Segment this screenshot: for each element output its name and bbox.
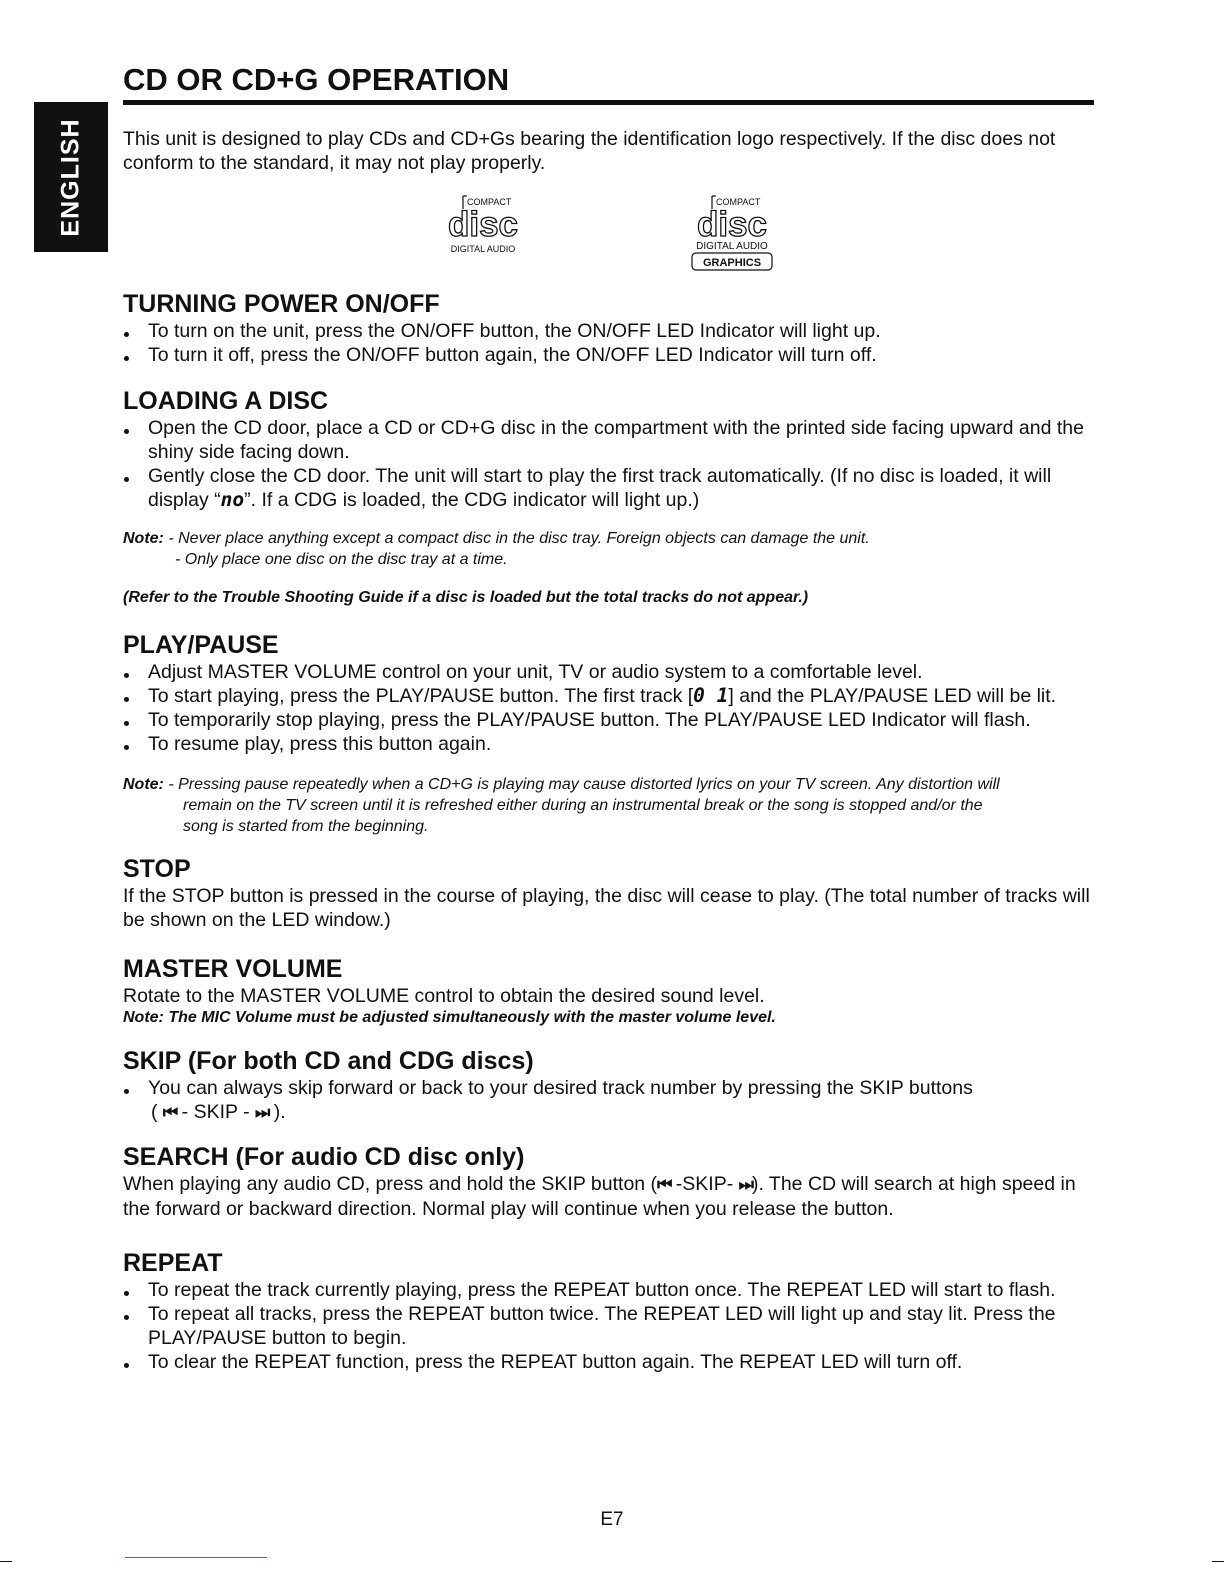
section-heading: REPEAT bbox=[123, 1249, 223, 1277]
list-item-text: ] and the PLAY/PAUSE LED will be lit. bbox=[728, 685, 1057, 707]
master-volume-note: Note: The MIC Volume must be adjusted simultaneously with the master volume level. bbox=[123, 1009, 776, 1026]
skip-forward-icon: ⏭ bbox=[738, 1175, 752, 1194]
note-label: Note: bbox=[123, 530, 164, 547]
skip-close-paren: ). bbox=[273, 1101, 286, 1123]
list-item bbox=[123, 464, 1094, 512]
section-heading: SEARCH (For audio CD disc only) bbox=[123, 1143, 525, 1171]
list-item: To resume play, press this button again. bbox=[123, 732, 1094, 756]
list-item: Adjust MASTER VOLUME control on your unit, TV or audio system to a comfortable level. bbox=[123, 660, 1094, 684]
crop-mark-left bbox=[0, 1561, 12, 1562]
note-line: remain on the TV screen until it is refreshed either during an instrumental break or the song is stopped and/or the bbox=[183, 797, 983, 814]
logo-compact-text: COMPACT bbox=[467, 197, 512, 207]
compact-disc-graphics-logo bbox=[686, 193, 778, 277]
list-item: To repeat the track currently playing, press the REPEAT button once. The REPEAT LED will start to flash. bbox=[123, 1278, 1094, 1302]
search-text: When playing any audio CD, press and hold the SKIP button ( bbox=[123, 1173, 658, 1195]
list-item-text: To start playing, press the PLAY/PAUSE button. The first track [ bbox=[148, 685, 694, 707]
logo-graphics-text: GRAPHICS bbox=[702, 257, 762, 269]
list-item: To turn on the unit, press the ON/OFF button, the ON/OFF LED Indicator will light up. bbox=[123, 319, 1094, 343]
trouble-shooting-reference: (Refer to the Trouble Shooting Guide if a disc is loaded but the total tracks do not appear.) bbox=[123, 589, 809, 606]
language-tab bbox=[34, 102, 108, 252]
list-item-text: Gently close the CD door. The unit will start to play the first track automatically. (If no disc is loaded, it will display “ bbox=[148, 465, 1052, 511]
list-item-text: ”. If a CDG is loaded, the CDG indicator will light up.) bbox=[244, 489, 700, 511]
note-line: song is started from the beginning. bbox=[183, 818, 429, 835]
section-master-volume bbox=[123, 954, 1094, 1028]
language-label: ENGLISH bbox=[56, 117, 85, 237]
skip-label: - SKIP - bbox=[176, 1101, 255, 1123]
list-item: To temporarily stop playing, press the PLAY/PAUSE button. The PLAY/PAUSE LED Indicator will flash. bbox=[123, 708, 1094, 732]
section-stop bbox=[123, 854, 1094, 932]
list-item bbox=[123, 684, 1094, 708]
page-title: CD OR CD+G OPERATION bbox=[123, 62, 1094, 105]
page-content bbox=[123, 62, 1094, 1374]
note-line bbox=[123, 774, 1094, 795]
list-item: To clear the REPEAT function, press the REPEAT button again. The REPEAT LED will turn off. bbox=[123, 1350, 1094, 1374]
logo-digital-audio-text: DIGITAL AUDIO bbox=[450, 244, 516, 254]
list-item: To turn it off, press the ON/OFF button again, the ON/OFF LED Indicator will turn off. bbox=[123, 343, 1094, 367]
list-item: Open the CD door, place a CD or CD+G disc in the compartment with the printed side facing upward and the shiny side facing down. bbox=[123, 416, 1094, 464]
led-display-no-disc: no bbox=[220, 488, 245, 511]
section-skip bbox=[123, 1046, 1094, 1125]
section-heading: LOADING A DISC bbox=[123, 387, 329, 415]
section-paragraph bbox=[123, 1172, 1094, 1221]
skip-forward-icon: ⏭ bbox=[254, 1103, 269, 1122]
skip-back-icon: ⏮ bbox=[657, 1175, 671, 1194]
skip-open-paren: ( bbox=[151, 1101, 158, 1123]
section-power bbox=[123, 289, 1094, 367]
led-display-track: 0 1 bbox=[693, 684, 729, 707]
section-play-pause bbox=[123, 630, 1094, 837]
list-item-text: You can always skip forward or back to your desired track number by pressing the SKIP buttons bbox=[148, 1077, 973, 1099]
logo-disc-text: disc bbox=[447, 205, 519, 244]
logo-disc-text: disc bbox=[696, 205, 768, 244]
section-loading bbox=[123, 386, 1094, 607]
note-line: - Only place one disc on the disc tray at a time. bbox=[175, 551, 508, 568]
section-paragraph: Rotate to the MASTER VOLUME control to obtain the desired sound level. bbox=[123, 985, 765, 1007]
compact-disc-logo bbox=[437, 193, 529, 263]
section-paragraph: If the STOP button is pressed in the course of playing, the disc will cease to play. (The total number of tracks will be shown on the LED window.) bbox=[123, 885, 1090, 931]
logo-compact-text: COMPACT bbox=[716, 197, 761, 207]
note-line bbox=[123, 528, 1094, 549]
section-heading: MASTER VOLUME bbox=[123, 955, 343, 983]
logo-digital-audio-text: DIGITAL AUDIO bbox=[696, 241, 768, 252]
section-heading: TURNING POWER ON/OFF bbox=[123, 290, 440, 318]
crop-mark-right bbox=[1212, 1561, 1224, 1562]
note-label: Note: bbox=[123, 776, 164, 793]
disc-logos bbox=[123, 175, 1094, 287]
section-heading: STOP bbox=[123, 855, 191, 883]
search-text: ). The CD will search at high speed in the forward or backward direction. Normal play will continue when you release the button. bbox=[123, 1173, 1076, 1220]
list-item: To repeat all tracks, press the REPEAT button twice. The REPEAT LED will light up and stay lit. Press the PLAY/PAUSE button to begin. bbox=[123, 1302, 1094, 1350]
section-heading: PLAY/PAUSE bbox=[123, 631, 279, 659]
list-item bbox=[123, 1076, 1094, 1125]
note-text: - Never place anything except a compact disc in the disc tray. Foreign objects can damage the unit. bbox=[168, 530, 870, 547]
footer-rule bbox=[125, 1557, 267, 1558]
section-repeat bbox=[123, 1248, 1094, 1374]
skip-label: -SKIP- bbox=[670, 1173, 739, 1195]
note-text: - Pressing pause repeatedly when a CD+G is playing may cause distorted lyrics on your TV screen. Any distortion will bbox=[168, 776, 1000, 793]
skip-back-icon: ⏮ bbox=[162, 1103, 177, 1122]
section-search bbox=[123, 1142, 1094, 1221]
section-heading: SKIP (For both CD and CDG discs) bbox=[123, 1047, 534, 1075]
intro-paragraph: This unit is designed to play CDs and CD+Gs bearing the identification logo respectively. If the disc does not conform to the standard, it may not play properly. bbox=[123, 128, 1056, 174]
page-number: E7 bbox=[600, 1509, 624, 1530]
